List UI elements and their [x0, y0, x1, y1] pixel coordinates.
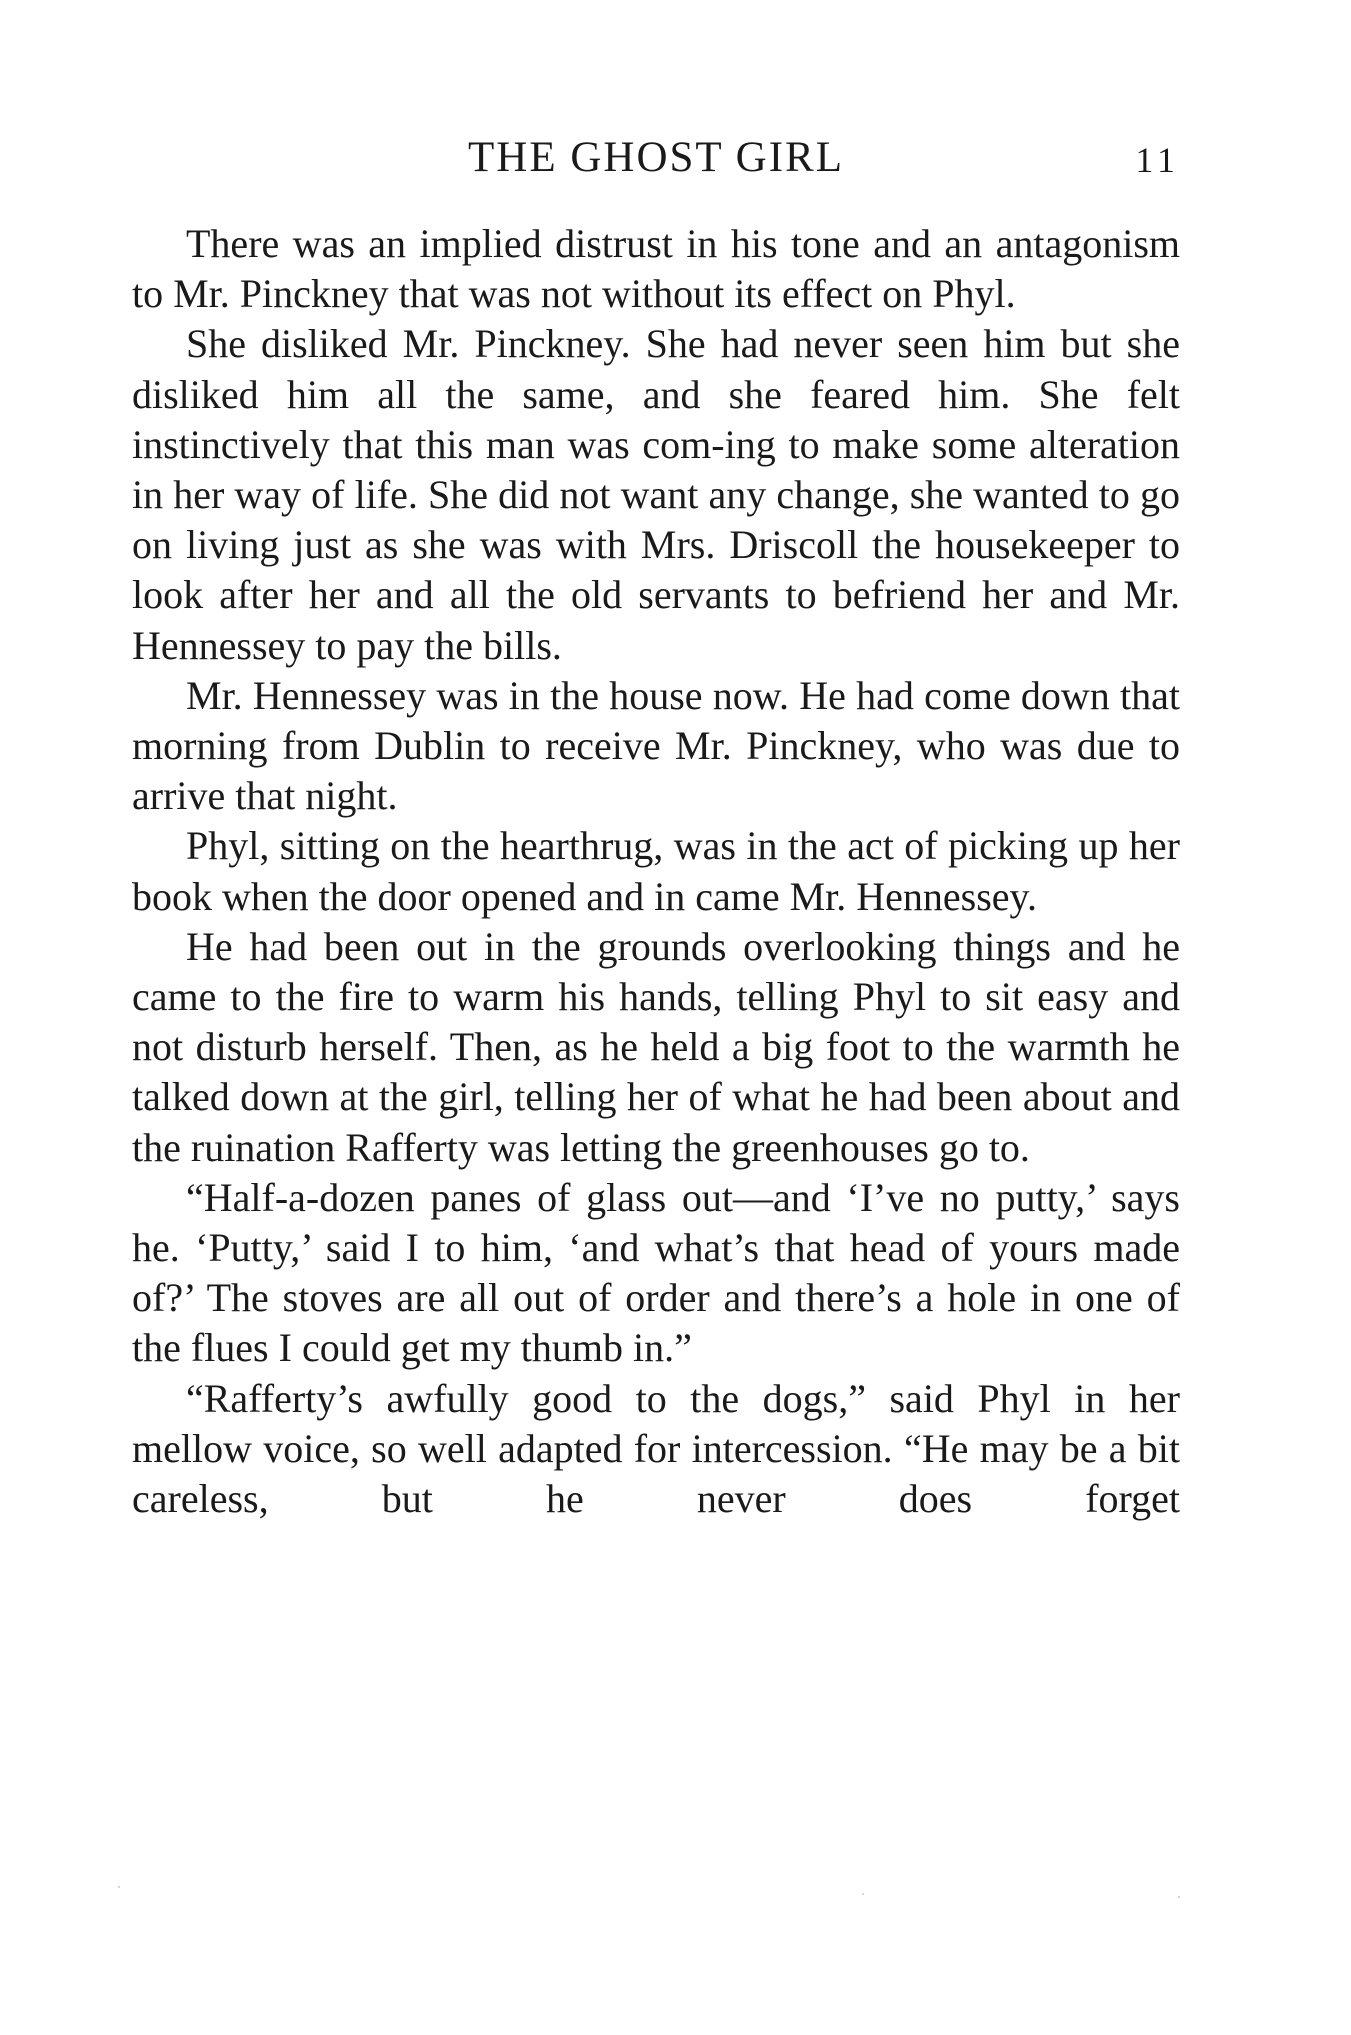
paragraph: He had been out in the grounds overlooking things and he came to the fire to warm his hands, telling Phyl to sit easy and not disturb herself. Then, as he held a big foot to the warmth he talked down at the girl, telling her of what he had been about and the ruination Rafferty was letting the greenhouses go to.	[132, 923, 1180, 1170]
paragraph: Phyl, sitting on the hearthrug, was in the act of picking up her book when the door opened and in came Mr. Hennessey.	[132, 823, 1180, 919]
paragraph: “Rafferty’s awfully good to the dogs,” said Phyl in her mellow voice, so well adapted for intercession. “He may be a bit careless, but he never does forget	[132, 1375, 1180, 1522]
paper-speck	[118, 1886, 120, 1888]
paper-speck	[1178, 1896, 1180, 1898]
running-head	[132, 128, 1180, 188]
paper-speck	[862, 1893, 864, 1895]
page-number: 11	[1135, 140, 1180, 180]
paragraph: Mr. Hennessey was in the house now. He had come down that morning from Dublin to receive Mr. Pinckney, who was due to arrive that night.	[132, 672, 1180, 819]
paragraph: “Half-a-dozen panes of glass out—and ‘I’ve no putty,’ says he. ‘Putty,’ said I to him, ‘and what’s that head of yours made of?’ The stoves are all out of order and there’s a hole in one of the flues I could get my thumb in.”	[132, 1174, 1180, 1371]
paragraph: There was an implied distrust in his tone and an antagonism to Mr. Pinckney that was not without its effect on Phyl.	[132, 221, 1180, 317]
running-title: THE GHOST GIRL	[468, 134, 844, 181]
paragraph: She disliked Mr. Pinckney. She had never seen him but she disliked him all the same, and she feared him. She felt instinctively that this man was com-ing to make some alteration in her way of life. She did not want any change, she wanted to go on living just as she was with Mrs. Driscoll the housekeeper to look after her and all the old servants to befriend her and Mr. Hennessey to pay the bills.	[132, 321, 1180, 668]
body-text	[132, 219, 1180, 1524]
